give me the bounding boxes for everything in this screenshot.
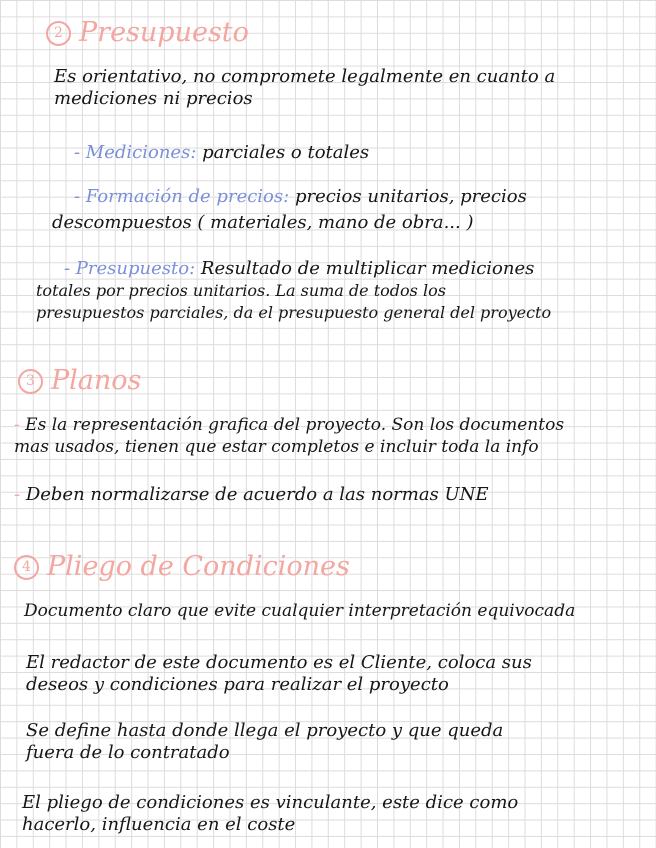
- text-line: Es orientativo, no compromete legalmente en cuanto a: [54, 66, 556, 87]
- bullet-term: - Formación de precios:: [74, 186, 290, 207]
- bullet-formacion-precios: [74, 186, 527, 208]
- section-heading-presupuesto: [46, 18, 249, 48]
- text-line: mas usados, tienen que estar completos e incluir toda la info: [14, 437, 539, 457]
- section-number-badge: 3: [18, 369, 43, 394]
- bullet-text: parciales o totales: [202, 142, 370, 163]
- paragraph: [22, 792, 518, 836]
- text-line: Es la representación grafica del proyecto. Son los documentos: [25, 415, 565, 435]
- dash-marker: -: [14, 415, 20, 435]
- list-item: [14, 414, 564, 458]
- section-heading-pliego: [14, 552, 350, 582]
- text-line: mediciones ni precios: [54, 88, 253, 109]
- text-line: hacerlo, influencia en el coste: [22, 814, 296, 835]
- text-line: El pliego de condiciones es vinculante, este dice como: [22, 792, 519, 813]
- section-heading-planos: [18, 366, 141, 396]
- text-line: Se define hasta donde llega el proyecto y que queda: [26, 720, 504, 741]
- bullet-mediciones: [74, 142, 369, 164]
- section-title: Pliego de Condiciones: [47, 551, 350, 582]
- paragraph: Documento claro que evite cualquier interpretación equivocada: [24, 601, 576, 621]
- text-line: El redactor de este documento es el Cliente, coloca sus: [26, 652, 532, 673]
- section-number-badge: 4: [14, 555, 39, 580]
- bullet-continuation: [36, 280, 551, 324]
- section-title: Presupuesto: [79, 17, 249, 48]
- section-number-badge: 2: [46, 21, 71, 46]
- bullet-term: - Mediciones:: [74, 142, 197, 163]
- paragraph: [26, 720, 503, 764]
- bullet-continuation: descompuestos ( materiales, mano de obra... ): [52, 212, 474, 233]
- bullet-presupuesto: [64, 258, 534, 280]
- intro-text: [54, 66, 555, 110]
- text-line: fuera de lo contratado: [26, 742, 230, 763]
- bullet-term: - Presupuesto:: [64, 258, 196, 279]
- list-item: [14, 484, 489, 506]
- text-line: Deben normalizarse de acuerdo a las normas UNE: [25, 484, 489, 505]
- dash-marker: -: [14, 484, 21, 505]
- section-title: Planos: [51, 365, 142, 396]
- text-line: totales por precios unitarios. La suma de todos los: [36, 281, 446, 300]
- paragraph: [26, 652, 532, 696]
- text-line: presupuestos parciales, da el presupuesto general del proyecto: [36, 303, 552, 322]
- bullet-text: precios unitarios, precios: [294, 186, 527, 207]
- text-line: deseos y condiciones para realizar el proyecto: [26, 674, 449, 695]
- bullet-text: Resultado de multiplicar mediciones: [200, 258, 535, 279]
